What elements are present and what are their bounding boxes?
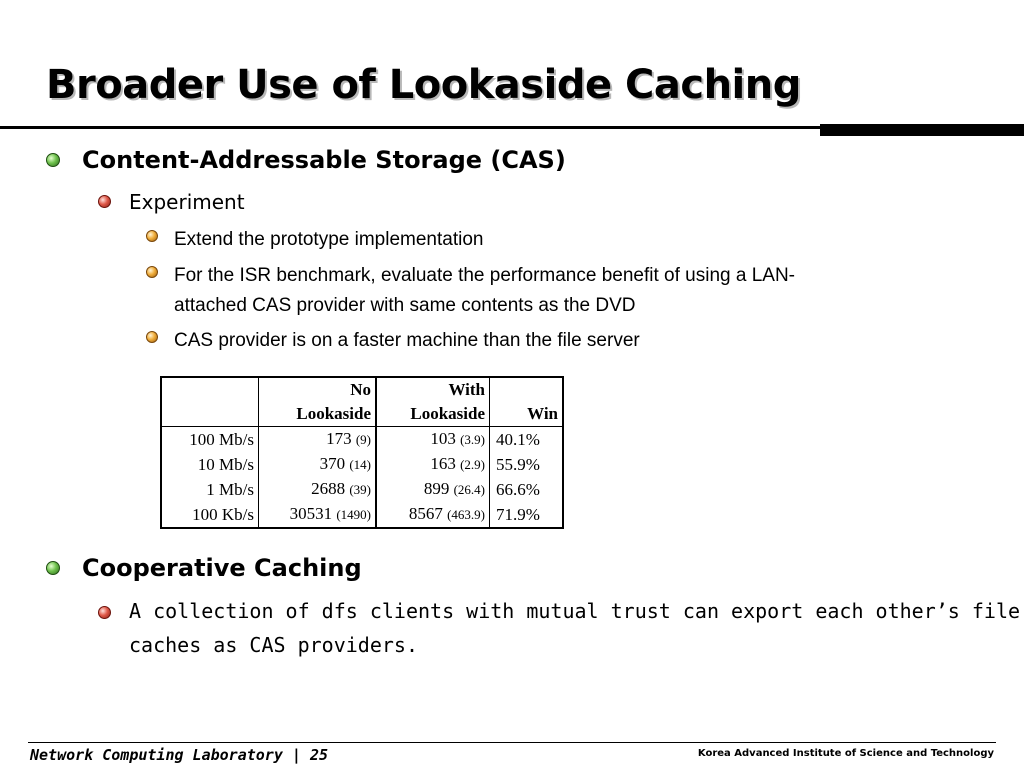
green-bullet-icon bbox=[46, 561, 60, 575]
value: 8567 bbox=[408, 504, 443, 523]
value: 163 bbox=[430, 454, 456, 473]
red-bullet-icon bbox=[98, 606, 111, 619]
bullet-collection bbox=[98, 594, 1020, 662]
table-cell-win: 71.9% bbox=[496, 504, 540, 524]
bullet-extend-text: Extend the prototype implementation bbox=[174, 229, 484, 250]
bullet-isr-line2: attached CAS provider with same contents as the DVD bbox=[174, 295, 636, 316]
red-bullet-icon bbox=[98, 195, 111, 208]
table-cell-no-lookaside bbox=[259, 427, 377, 453]
orange-bullet-icon bbox=[146, 266, 158, 278]
value: 103 bbox=[430, 429, 456, 448]
slide-title: Broader Use of Lookaside Caching bbox=[46, 62, 801, 108]
title-divider-accent bbox=[820, 124, 1024, 136]
table-row bbox=[161, 452, 563, 477]
table-cell-with-lookaside bbox=[376, 502, 490, 528]
bullet-collection-line2: caches as CAS providers. bbox=[129, 633, 418, 657]
table-cell-bandwidth: 100 Mb/s bbox=[161, 427, 259, 453]
title-divider bbox=[0, 126, 820, 129]
bullet-faster-text: CAS provider is on a faster machine than the file server bbox=[174, 330, 640, 351]
table-header-cell bbox=[490, 377, 564, 402]
bullet-cas-text: Content-Addressable Storage (CAS) bbox=[82, 146, 566, 174]
results-table bbox=[160, 376, 564, 529]
stddev: (39) bbox=[349, 482, 371, 497]
stddev: (3.9) bbox=[460, 432, 485, 447]
bullet-faster bbox=[146, 326, 640, 356]
table-cell-no-lookaside bbox=[259, 452, 377, 477]
value: 2688 bbox=[311, 479, 346, 498]
bullet-collection-line1: A collection of dfs clients with mutual trust can export each other’s file bbox=[129, 599, 1021, 623]
table-header-row bbox=[161, 377, 563, 402]
stddev: (2.9) bbox=[460, 457, 485, 472]
table-header-cell: No bbox=[259, 377, 377, 402]
table-cell-no-lookaside bbox=[259, 477, 377, 502]
stddev: (463.9) bbox=[447, 507, 485, 522]
stddev: (14) bbox=[349, 457, 371, 472]
bullet-experiment bbox=[98, 190, 245, 214]
table-cell-with-lookaside bbox=[376, 427, 490, 453]
orange-bullet-icon bbox=[146, 230, 158, 242]
footer-lab-page: Network Computing Laboratory | 25 bbox=[30, 746, 329, 764]
table-header-cell: Lookaside bbox=[376, 402, 490, 427]
bullet-isr-text-block bbox=[174, 261, 795, 321]
table-row bbox=[161, 427, 563, 453]
bullet-cas bbox=[46, 146, 566, 174]
bullet-cooperative-text: Cooperative Caching bbox=[82, 554, 362, 582]
stddev: (1490) bbox=[336, 507, 371, 522]
stddev: (26.4) bbox=[453, 482, 485, 497]
table-cell-bandwidth: 10 Mb/s bbox=[161, 452, 259, 477]
table-cell-no-lookaside bbox=[259, 502, 377, 528]
table-cell-win: 66.6% bbox=[496, 479, 540, 499]
footer-divider bbox=[28, 742, 996, 743]
table-header-cell: With bbox=[376, 377, 490, 402]
table-cell-bandwidth: 1 Mb/s bbox=[161, 477, 259, 502]
table-cell-win: 55.9% bbox=[496, 454, 540, 474]
table-cell-with-lookaside bbox=[376, 477, 490, 502]
stddev: (9) bbox=[355, 432, 371, 447]
table-header-cell: Lookaside bbox=[259, 402, 377, 427]
table-cell-win: 40.1% bbox=[496, 429, 540, 449]
bullet-collection-text-block bbox=[129, 594, 1020, 662]
value: 370 bbox=[319, 454, 346, 473]
table-header-cell bbox=[161, 402, 259, 427]
bullet-extend bbox=[146, 225, 483, 255]
value: 30531 bbox=[289, 504, 333, 523]
table-header-row bbox=[161, 402, 563, 427]
footer-institution: Korea Advanced Institute of Science and Technology bbox=[697, 748, 994, 759]
value: 173 bbox=[326, 429, 352, 448]
green-bullet-icon bbox=[46, 153, 60, 167]
bullet-isr-line1: For the ISR benchmark, evaluate the performance benefit of using a LAN- bbox=[174, 265, 795, 286]
orange-bullet-icon bbox=[146, 331, 158, 343]
bullet-experiment-text: Experiment bbox=[129, 190, 245, 214]
table-cell-bandwidth: 100 Kb/s bbox=[161, 502, 259, 528]
table-cell-with-lookaside bbox=[376, 452, 490, 477]
bullet-cooperative bbox=[46, 554, 362, 582]
table-row bbox=[161, 477, 563, 502]
table-header-cell: Win bbox=[490, 402, 564, 427]
table-row bbox=[161, 502, 563, 528]
table-header-cell bbox=[161, 377, 259, 402]
value: 899 bbox=[423, 479, 450, 498]
bullet-isr bbox=[146, 261, 795, 321]
